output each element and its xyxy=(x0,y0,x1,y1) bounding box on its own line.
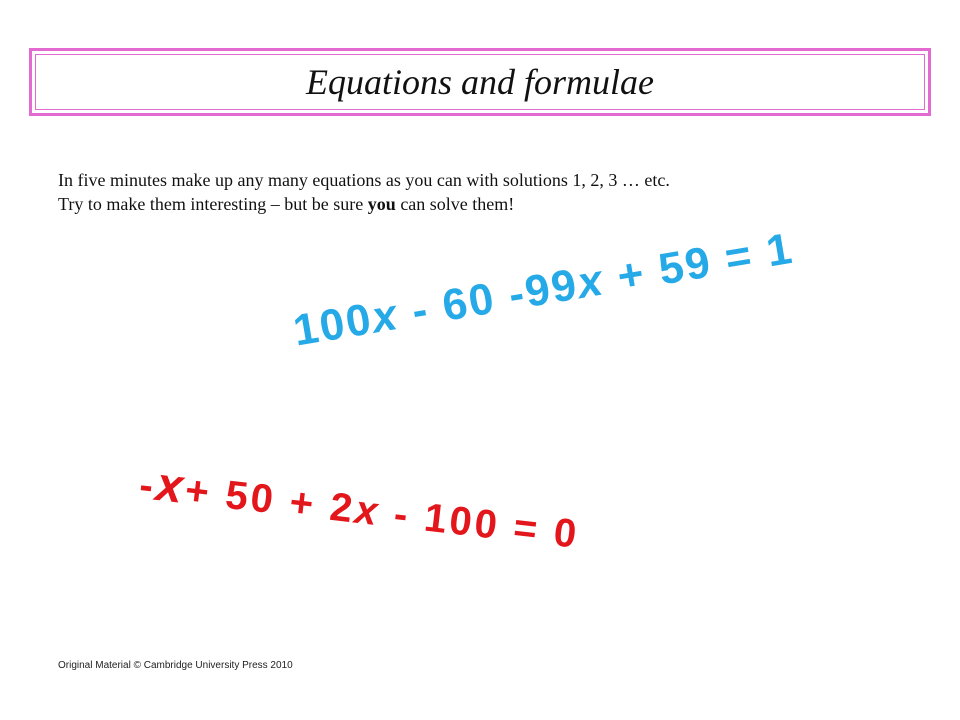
instructions-line-2-end: can solve them! xyxy=(395,194,515,214)
equation-blue xyxy=(290,224,797,357)
equation-blue-part-3: + 59 = 1 xyxy=(599,223,797,304)
equation-red-variable-1: x xyxy=(153,458,189,515)
equation-red-part-2: + 50 + 2 xyxy=(182,468,358,532)
instructions-line-2-start: Try to make them interesting – but be sure xyxy=(58,194,368,214)
equation-blue-part-2: - 60 -99 xyxy=(394,259,582,339)
equation-red-part-1: - xyxy=(137,463,159,509)
equation-blue-variable-2: x xyxy=(573,255,608,309)
page-title: Equations and formulae xyxy=(306,62,654,102)
instructions-emphasis: you xyxy=(367,194,396,214)
copyright-footer: Original Material © Cambridge University Press 2010 xyxy=(58,660,293,671)
equation-red xyxy=(137,455,583,560)
instructions-line-1: In five minutes make up any many equations as you can with solutions 1, 2, 3 … etc. xyxy=(58,170,670,190)
equation-red-part-3: - 100 = 0 xyxy=(377,490,582,557)
title-box xyxy=(29,48,931,116)
equation-red-variable-2: x xyxy=(352,487,383,535)
instructions-line-2 xyxy=(58,192,918,216)
equation-blue-part-1: 100 xyxy=(289,294,377,356)
equation-blue-variable-1: x xyxy=(368,289,403,343)
instructions xyxy=(58,168,918,216)
